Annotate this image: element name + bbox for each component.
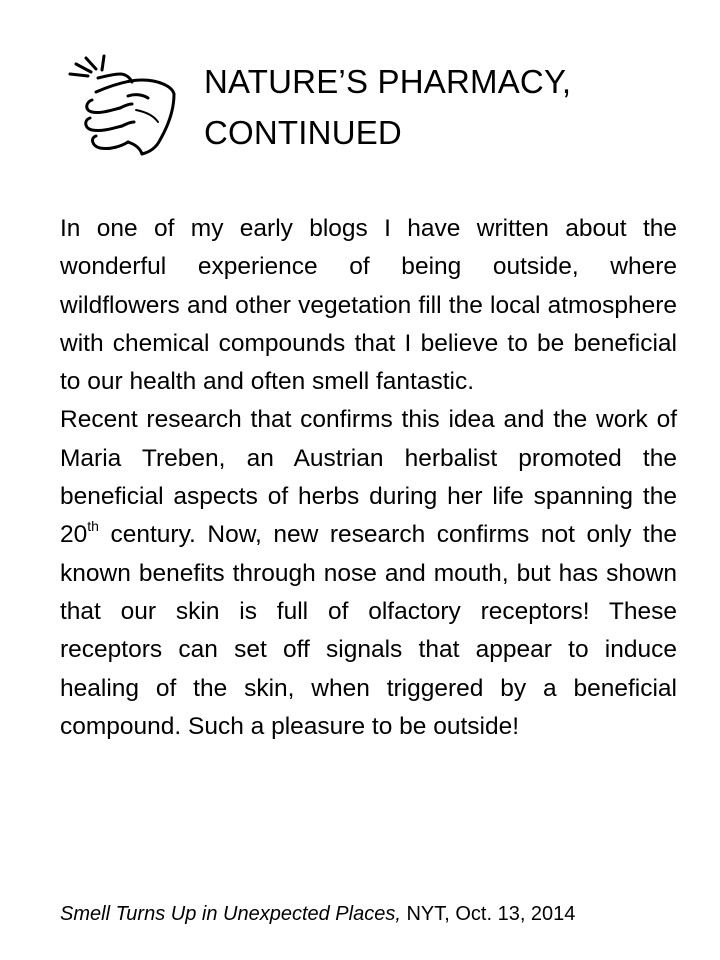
citation-title: Smell Turns Up in Unexpected Places, bbox=[60, 903, 401, 925]
page-title-line-2: CONTINUED bbox=[204, 114, 402, 151]
article-paragraph-1: In one of my early blogs I have written about the wonderful experience of being outside, where wildflowers and other vegetation fill the local atmosphere with chemical compounds that I believe to be beneficial to our health and often smell fantastic. bbox=[60, 215, 677, 396]
article-body bbox=[60, 210, 677, 746]
ordinal-superscript: th bbox=[87, 518, 99, 535]
page-title bbox=[204, 56, 571, 158]
citation-source: NYT, Oct. 13, 2014 bbox=[400, 903, 576, 925]
snapping-fingers-hand-icon bbox=[62, 52, 180, 162]
page-title-line-1: NATURE’S PHARMACY, bbox=[204, 63, 572, 100]
article-paragraph-2 bbox=[60, 401, 677, 746]
paragraph-2-text-start: Recent research that confirms this idea and the work of Maria Treben, an Austrian herbalist promoted the beneficial aspects of herbs during her life spanning the 20 bbox=[60, 406, 677, 549]
paragraph-2-text-end: century. Now, new research confirms not only the known benefits through nose and mouth, but has shown that our skin is full of olfactory receptors! These receptors can set off signals that appear to induce healing of the skin, when triggered by a beneficial compound. Such a pleasure to be outside! bbox=[60, 521, 677, 740]
citation bbox=[60, 899, 575, 929]
